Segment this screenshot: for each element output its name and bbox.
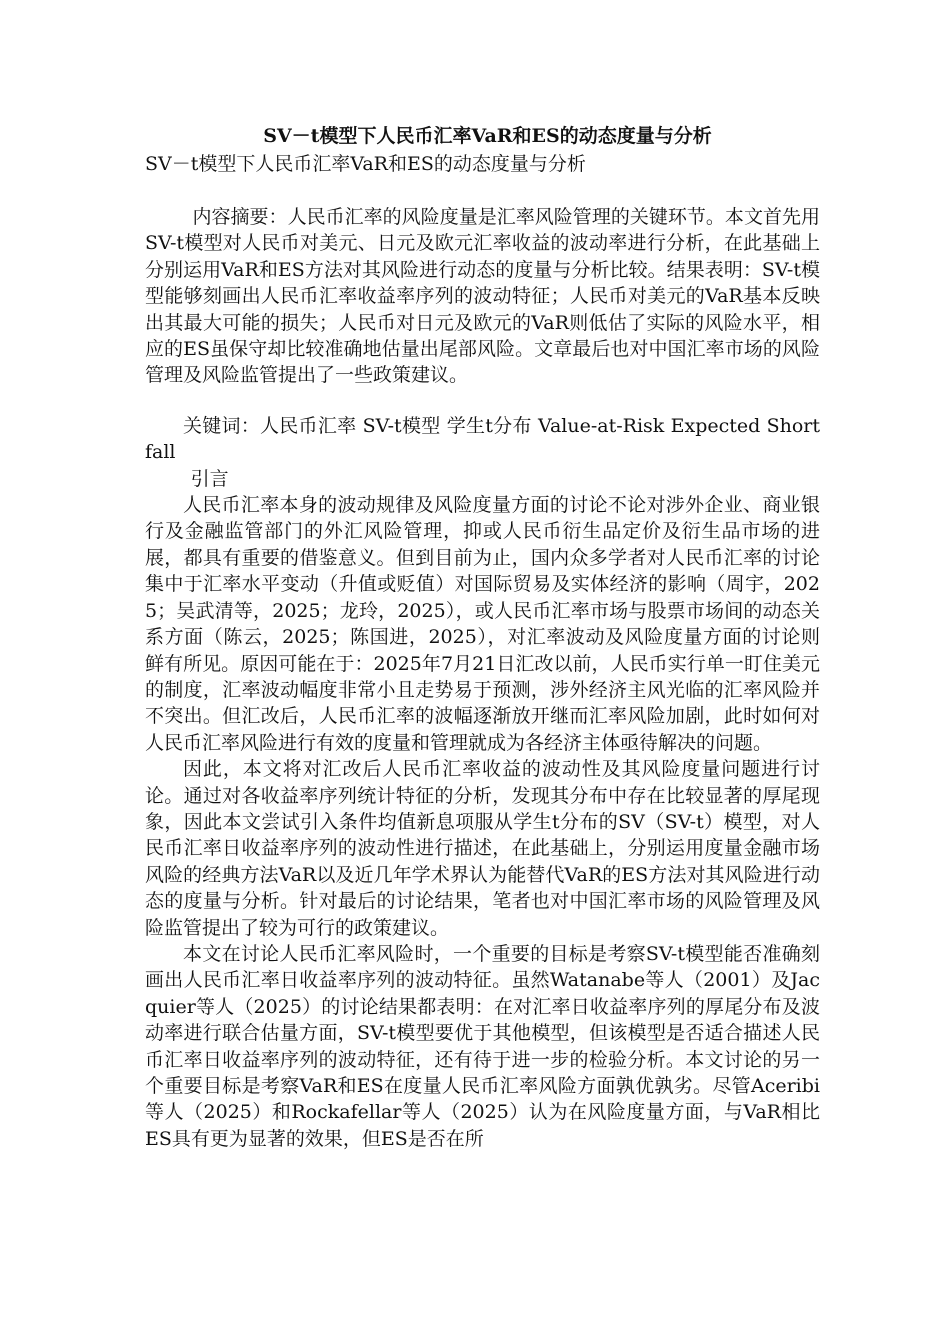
spacer xyxy=(145,389,820,413)
spacer xyxy=(145,178,820,204)
document-title: SV－t模型下人民币汇率VaR和ES的动态度量与分析 xyxy=(263,125,712,147)
abstract-paragraph: 内容摘要：人民币汇率的风险度量是汇率风险管理的关键环节。本文首先用SV-t模型对人民币对美元、日元及欧元汇率收益的波动率进行分析，在此基础上分别运用VaR和ES方法对其风险进行动态的度量与分析比较。结果表明：SV-t模型能够刻画出人民币汇率收益率序列的波动特征；人民币对美元的VaR基本反映出其最大可能的损失；人民币对日元及欧元的VaR则低估了实际的风险水平，相应的ES虽保守却比较准确地估量出尾部风险。文章最后也对中国汇率市场的风险管理及风险监管提出了一些政策建议。 xyxy=(145,206,820,387)
section-heading-intro: 引言 xyxy=(190,467,229,490)
keywords-paragraph: 关键词：人民币汇率 SV-t模型 学生t分布 Value-at-Risk Expected Shortfall xyxy=(145,414,820,464)
body-paragraph: 因此，本文将对汇改后人民币汇率收益的波动性及其风险度量问题进行讨论。通过对各收益率序列统计特征的分析，发现其分布中存在比较显著的厚尾现象，因此本文尝试引入条件均值新息项服从学生t分布的SV（SV-t）模型，对人民币汇率日收益率序列的波动性进行描述，在此基础上，分别运用度量金融市场风险的经典方法VaR以及近几年学术界认为能替代VaR的ES方法对其风险进行动态的度量与分析。针对最后的讨论结果，笔者也对中国汇率市场的风险管理及风险监管提出了较为可行的政策建议。 xyxy=(145,758,820,939)
body-paragraph: 人民币汇率本身的波动规律及风险度量方面的讨论不论对涉外企业、商业银行及金融监管部门的外汇风险管理，抑或人民币衍生品定价及衍生品市场的进展，都具有重要的借鉴意义。但到目前为止，国内众多学者对人民币汇率的讨论集中于汇率水平变动（升值或贬值）对国际贸易及实体经济的影响（周宇，2025；吴武清等，2025；龙玲，2025），或人民币汇率市场与股票市场间的动态关系方面（陈云，2025；陈国进，2025），对汇率波动及风险度量方面的讨论则鲜有所见。原因可能在于：2025年7月21日汇改以前，人民币实行单一盯住美元的制度，汇率波动幅度非常小且走势易于预测，涉外经济主风光临的汇率风险并不突出。但汇改后，人民币汇率的波幅逐渐放开继而汇率风险加剧，此时如何对人民币汇率风险进行有效的度量和管理就成为各经济主体亟待解决的问题。 xyxy=(145,494,820,754)
document-subtitle: SV－t模型下人民币汇率VaR和ES的动态度量与分析 xyxy=(145,153,586,175)
body-paragraph: 本文在讨论人民币汇率风险时，一个重要的目标是考察SV-t模型能否准确刻画出人民币汇率日收益率序列的波动特征。虽然Watanabe等人（2001）及Jacquier等人（2025）的讨论结果都表明：在对汇率日收益率序列的厚尾分布及波动率进行联合估量方面，SV-t模型要优于其他模型，但该模型是否适合描述人民币汇率日收益率序列的波动特征，还有待于进一步的检验分析。本文讨论的另一个重要目标是考察VaR和ES在度量人民币汇率风险方面孰优孰劣。尽管Aceribi等人（2025）和Rockafellar等人（2025）认为在风险度量方面，与VaR相比ES具有更为显著的效果，但ES是否在所 xyxy=(145,942,820,1150)
